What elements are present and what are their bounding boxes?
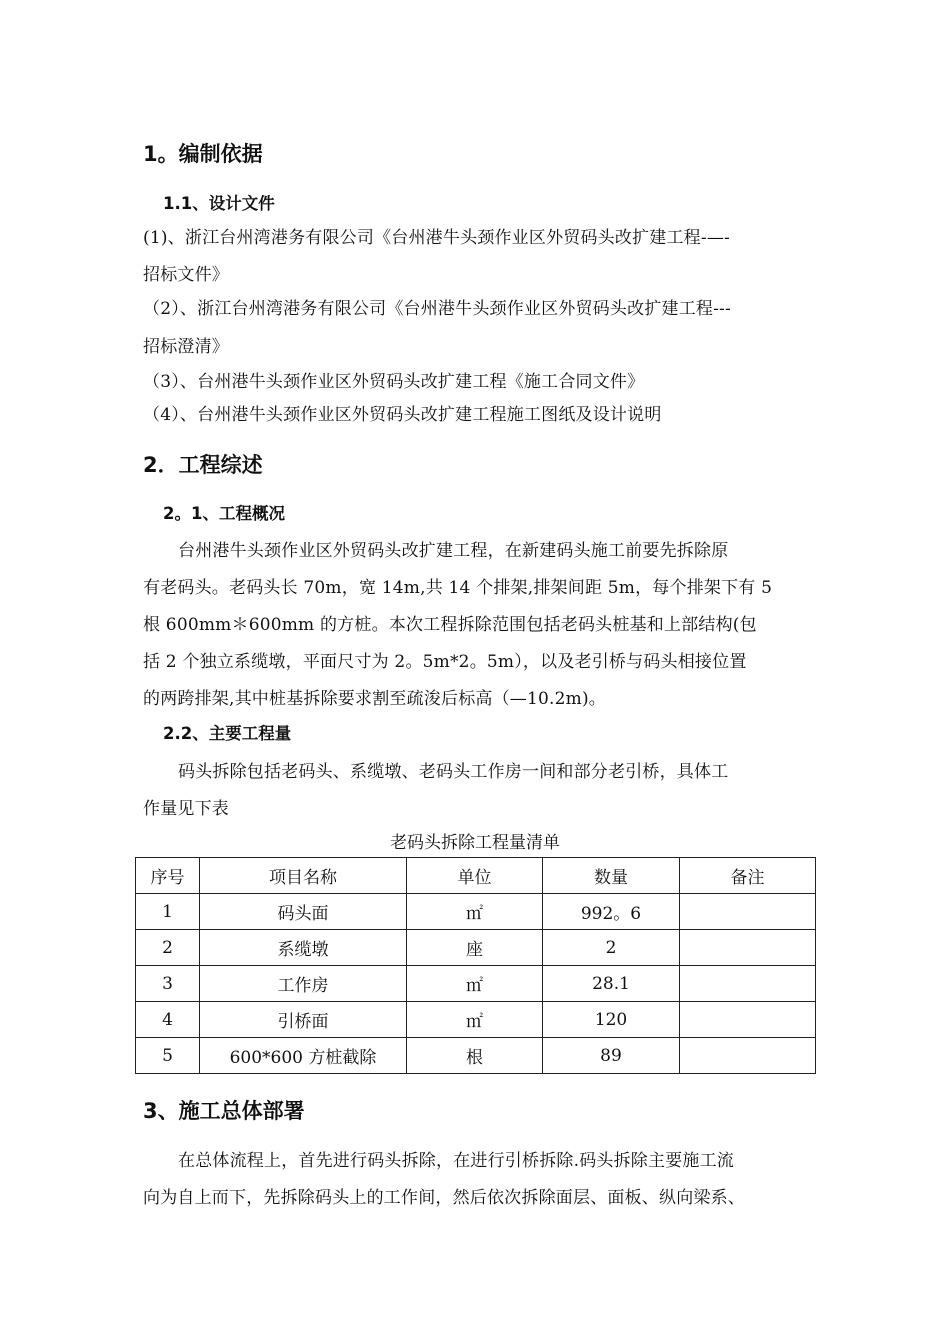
- table-row: [136, 1038, 816, 1074]
- table-cell: 根: [407, 1038, 543, 1074]
- table-cell: [680, 1038, 816, 1074]
- table-cell: 2: [543, 930, 680, 966]
- section-3-title: 3、施工总体部署: [143, 1099, 305, 1123]
- table-cell: 89: [543, 1038, 680, 1074]
- column-header: 备注: [680, 858, 816, 894]
- table-caption: 老码头拆除工程量清单: [390, 833, 560, 853]
- paragraph-line: 台州港牛头颈作业区外贸码头改扩建工程，在新建码头施工前要先拆除原: [178, 541, 729, 561]
- section-2-title: 2．工程综述: [143, 453, 263, 477]
- reference-item: (1)、浙江台州湾港务有限公司《台州港牛头颈作业区外贸码头改扩建工程-—-: [143, 228, 730, 248]
- section-1-1-title: 1.1、设计文件: [163, 194, 275, 213]
- paragraph-line: 的两跨排架,其中桩基拆除要求割至疏浚后标高（—10.2m)。: [143, 689, 607, 709]
- table-cell: [680, 894, 816, 930]
- table-cell: [680, 930, 816, 966]
- paragraph-line: 括 2 个独立系缆墩，平面尺寸为 2。5m*2。5m），以及老引桥与码头相接位置: [143, 652, 747, 672]
- table-row: [136, 966, 816, 1002]
- table-cell: 座: [407, 930, 543, 966]
- paragraph-line: 作量见下表: [143, 799, 229, 819]
- paragraph-line: 在总体流程上，首先进行码头拆除，在进行引桥拆除.码头拆除主要施工流: [178, 1151, 735, 1171]
- table-row: [136, 894, 816, 930]
- table-cell: 4: [136, 1002, 200, 1038]
- column-header: 项目名称: [200, 858, 407, 894]
- paragraph-line: 码头拆除包括老码头、系缆墩、老码头工作房一间和部分老引桥，具体工: [178, 762, 729, 782]
- table-cell: 28.1: [543, 966, 680, 1002]
- reference-item: （4）、台州港牛头颈作业区外贸码头改扩建工程施工图纸及设计说明: [143, 405, 662, 425]
- paragraph-line: 向为自上而下，先拆除码头上的工作间，然后依次拆除面层、面板、纵向梁系、: [143, 1188, 745, 1208]
- table-cell: 5: [136, 1038, 200, 1074]
- section-2-1-title: 2。1、工程概况: [163, 504, 285, 523]
- table-cell: ㎡: [407, 894, 543, 930]
- table-cell: 系缆墩: [200, 930, 407, 966]
- column-header: 序号: [136, 858, 200, 894]
- table-cell: 1: [136, 894, 200, 930]
- table-cell: 工作房: [200, 966, 407, 1002]
- table-row: [136, 930, 816, 966]
- column-header: 数量: [543, 858, 680, 894]
- table-cell: [680, 1002, 816, 1038]
- reference-item: 招标澄清》: [143, 337, 229, 357]
- table-cell: 2: [136, 930, 200, 966]
- table-header-row: [136, 858, 816, 894]
- reference-item: 招标文件》: [143, 265, 229, 285]
- table-cell: 引桥面: [200, 1002, 407, 1038]
- table-cell: 码头面: [200, 894, 407, 930]
- table-cell: 120: [543, 1002, 680, 1038]
- quantity-table: [135, 857, 816, 1074]
- table-row: [136, 1002, 816, 1038]
- paragraph-line: 根 600mm＊600mm 的方桩。本次工程拆除范围包括老码头桩基和上部结构(包: [143, 615, 757, 635]
- table-cell: 992。6: [543, 894, 680, 930]
- table-cell: 600*600 方桩截除: [200, 1038, 407, 1074]
- column-header: 单位: [407, 858, 543, 894]
- reference-item: （2）、浙江台州湾港务有限公司《台州港牛头颈作业区外贸码头改扩建工程---: [143, 299, 731, 319]
- table-cell: ㎡: [407, 1002, 543, 1038]
- table-cell: ㎡: [407, 966, 543, 1002]
- table-cell: [680, 966, 816, 1002]
- section-1-title: 1。编制依据: [143, 142, 263, 166]
- table-cell: 3: [136, 966, 200, 1002]
- reference-item: （3）、台州港牛头颈作业区外贸码头改扩建工程《施工合同文件》: [143, 372, 645, 392]
- section-2-2-title: 2.2、主要工程量: [163, 724, 292, 743]
- paragraph-line: 有老码头。老码头长 70m，宽 14m,共 14 个排架,排架间距 5m，每个排架下有 5: [143, 578, 773, 598]
